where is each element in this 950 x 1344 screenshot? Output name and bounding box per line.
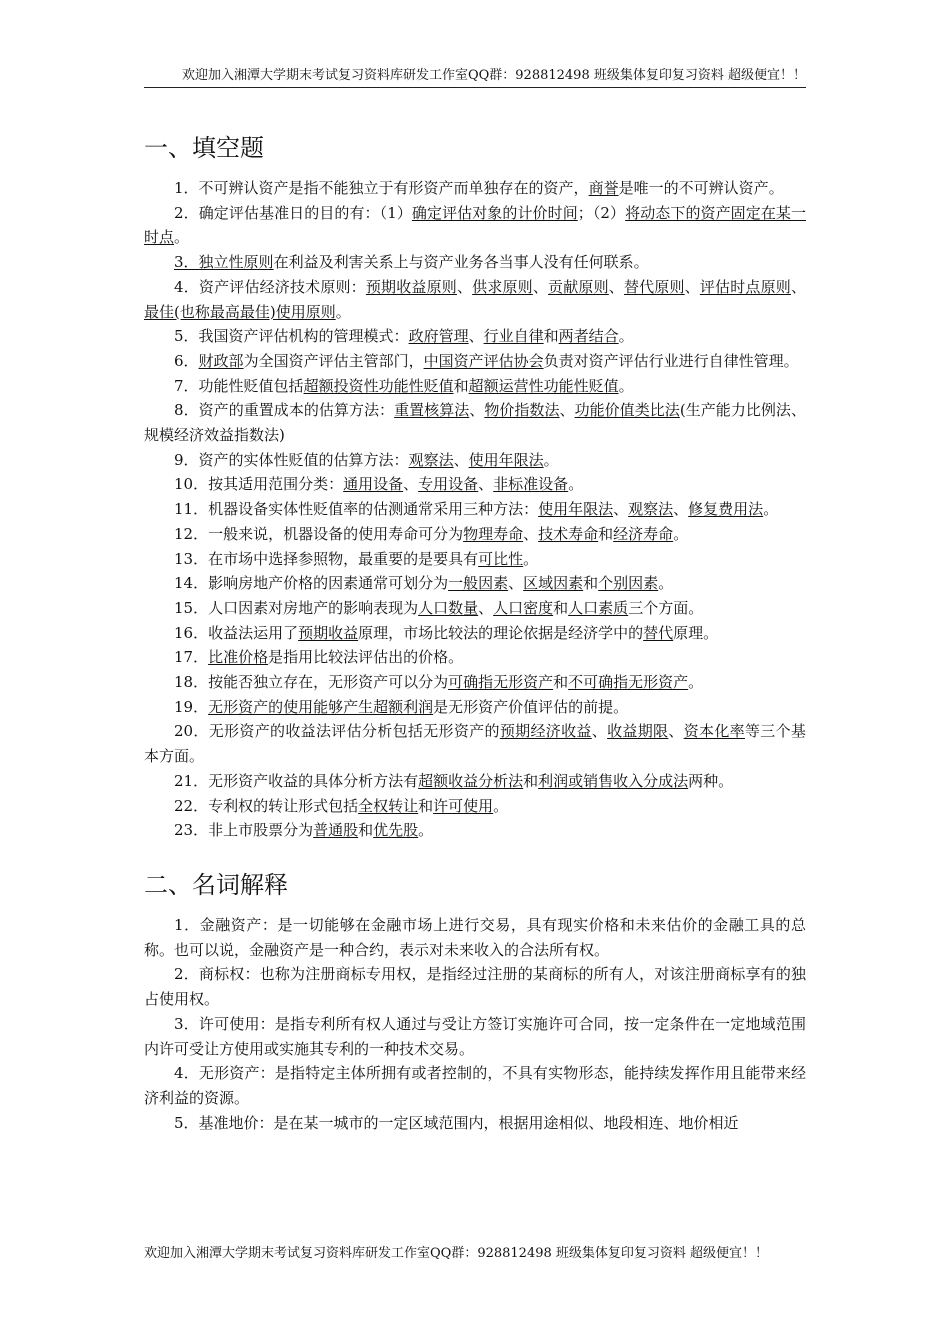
- answer-text: 替代: [643, 623, 674, 642]
- answer-text: 预期收益: [298, 623, 359, 642]
- list-item: [144, 571, 806, 596]
- answer-text: 物理寿命: [463, 524, 524, 543]
- item-text: 人口因素对房地产的影响表现为: [208, 598, 419, 617]
- answer-text: 人口密度: [493, 598, 554, 617]
- item-text: 。: [523, 549, 539, 568]
- item-text: 和: [418, 796, 434, 815]
- item-text: 原理。: [673, 623, 719, 642]
- item-text: 许可使用：是指专利所有权人通过与受让方签订实施许可合同，按一定条件在一定地域范围内许可受让方使用或实施其专利的一种技术交易。: [144, 1014, 807, 1058]
- item-text: 商标权：也称为注册商标专用权，是指经过注册的某商标的所有人，对该注册商标享有的独占使用权。: [144, 965, 807, 1009]
- item-text: (生产能力比例法、规模经济效益指数法): [144, 401, 806, 445]
- item-text: 、: [469, 401, 485, 420]
- item-text: 原理，市场比较法的理论依据是经济学中的: [358, 623, 644, 642]
- item-number: 5．: [174, 327, 199, 346]
- answer-text: 许可使用: [433, 796, 494, 815]
- item-number: 9．: [174, 450, 199, 469]
- item-number: 7．: [174, 376, 199, 395]
- list-item: [144, 324, 806, 349]
- list-item: [144, 818, 806, 843]
- item-text: 、: [523, 524, 539, 543]
- item-text: 功能性贬值包括: [198, 376, 304, 395]
- list-item: [144, 719, 806, 768]
- item-text: 。: [618, 327, 634, 346]
- item-text: 基准地价：是在某一城市的一定区域范围内，根据用途相似、地段相连、地价相近: [198, 1113, 739, 1132]
- answer-text: 一般因素: [448, 574, 509, 593]
- answer-text: 重置核算法: [394, 401, 470, 420]
- item-text: 、: [456, 277, 473, 296]
- answer-text: 预期经济收益: [499, 722, 592, 741]
- item-number: 11．: [174, 500, 209, 519]
- answer-text: 功能价值类比法: [574, 401, 680, 420]
- item-text: 、: [468, 327, 484, 346]
- answer-text: 可确指无形资产: [448, 673, 554, 692]
- item-text: 和: [453, 376, 469, 395]
- item-text: 两种。: [688, 771, 734, 790]
- answer-text: 将动态下的资产固定在某一时点: [144, 203, 806, 247]
- item-text: 。: [335, 302, 351, 321]
- answer-text: 利润或销售收入分成法: [538, 771, 689, 790]
- item-text: 。: [658, 574, 674, 593]
- answer-text: 两者结合: [558, 327, 619, 346]
- item-text: 和: [358, 821, 374, 840]
- item-text: 、: [508, 574, 524, 593]
- item-text: 和: [583, 574, 599, 593]
- fill-in-list: [144, 176, 806, 843]
- item-text: 无形资产：是指特定主体所拥有或者控制的，不具有实物形态，能持续发挥作用且能带来经济利益的资源。: [144, 1064, 807, 1107]
- answer-text: 专用设备: [418, 475, 479, 494]
- item-number: 4．: [174, 277, 199, 296]
- answer-text: 超额投资性功能性贬值: [303, 376, 454, 395]
- item-text: 。: [618, 376, 634, 395]
- item-text: 和: [543, 327, 559, 346]
- item-text: 金融资产：是一切能够在金融市场上进行交易，具有现实价格和未来估价的金融工具的总称。也可以说，金融资产是一种合约，表示对未来收入的合法所有权。: [144, 915, 806, 959]
- item-text: 。: [763, 500, 779, 519]
- answer-text: 无形资产的使用能够产生超额利润: [208, 697, 434, 716]
- item-text: 和: [523, 771, 539, 790]
- answer-text: 全权转让: [358, 796, 419, 815]
- item-text: 、: [790, 277, 806, 296]
- answer-text: 观察法: [628, 500, 674, 519]
- item-text: 收益法运用了: [208, 623, 299, 642]
- answer-text: 使用年限法: [468, 450, 544, 469]
- answer-text: 观察法: [408, 450, 454, 469]
- item-text: 是指用比较法评估出的价格。: [268, 648, 464, 667]
- list-item: [144, 201, 806, 250]
- item-number: 14．: [174, 574, 209, 593]
- answer-text: 非标准设备: [493, 475, 569, 494]
- answer-text: 技术寿命: [538, 524, 599, 543]
- answer-text: 个别因素: [598, 574, 659, 593]
- list-item: [144, 472, 806, 497]
- item-text: 、: [453, 450, 469, 469]
- item-text: 、: [478, 598, 494, 617]
- section-title-fill-in: 一、填空题: [144, 134, 264, 162]
- list-item: [144, 1061, 806, 1110]
- answer-text: 评估时点原则: [699, 277, 791, 296]
- item-text: 、: [608, 277, 624, 296]
- item-text: 按能否独立存在，无形资产可以分为: [208, 673, 449, 692]
- item-text: 非上市股票分为: [208, 821, 314, 840]
- answer-text: 预期收益原则: [365, 277, 457, 296]
- list-item: [144, 621, 806, 646]
- answer-text: 经济寿命: [613, 524, 674, 543]
- answer-text: 行业自律: [483, 327, 544, 346]
- answer-text: 区域因素: [523, 574, 584, 593]
- item-text: 、: [559, 401, 575, 420]
- item-text: 无形资产收益的具体分析方法有: [208, 771, 419, 790]
- item-text: 是唯一的不可辨认资产。: [618, 179, 784, 197]
- answer-text: 供求原则: [472, 277, 533, 296]
- answer-text: 最佳(也称最高最佳)使用原则: [144, 302, 336, 321]
- answer-text: 政府管理: [408, 327, 469, 346]
- item-text: 、: [613, 500, 629, 519]
- item-number: 13．: [174, 549, 209, 568]
- item-text: 三个方面。: [628, 598, 704, 617]
- list-item: [144, 374, 806, 399]
- answer-text: 比准价格: [208, 648, 269, 667]
- item-text: 。: [174, 228, 190, 247]
- list-item: [144, 1111, 806, 1136]
- item-text: 资产的重置成本的估算方法：: [198, 401, 395, 420]
- answer-text: 人口素质: [568, 598, 629, 617]
- list-item: [144, 398, 806, 447]
- item-number: 5．: [174, 1113, 199, 1132]
- item-text: 资产评估经济技术原则：: [198, 277, 366, 296]
- list-item: [144, 547, 806, 572]
- item-text: 。: [493, 796, 509, 815]
- item-text: 影响房地产价格的因素通常可划分为: [208, 574, 449, 593]
- item-number: 16．: [174, 623, 209, 642]
- list-item: [144, 695, 806, 720]
- item-text: 机器设备实体性贬值率的估测通常采用三种方法：: [208, 500, 539, 519]
- item-text: 。: [568, 475, 584, 494]
- item-text: 、: [591, 722, 608, 741]
- item-number: 6．: [174, 351, 199, 370]
- item-text: 和: [553, 598, 569, 617]
- answer-text: 商誉: [588, 179, 619, 197]
- item-number: 15．: [174, 598, 209, 617]
- item-number: 2．: [174, 965, 199, 984]
- item-text: 。: [543, 450, 559, 469]
- answer-text: 替代原则: [623, 277, 685, 296]
- item-text: 一般来说，机器设备的使用寿命可分为: [208, 524, 464, 543]
- item-number: 12．: [174, 524, 209, 543]
- answer-text: 可比性: [478, 549, 524, 568]
- answer-text: 物价指数法: [484, 401, 560, 420]
- answer-text: 通用设备: [343, 475, 404, 494]
- item-text: 。: [418, 821, 434, 840]
- list-item: [144, 448, 806, 473]
- answer-text: 不可确指无形资产: [568, 673, 689, 692]
- list-item: [144, 645, 806, 670]
- answer-text: 资本化率: [683, 722, 745, 741]
- answer-text: 优先股: [373, 821, 419, 840]
- answer-text: 收益期限: [607, 722, 669, 741]
- definitions-list: [144, 913, 806, 1135]
- list-item: [144, 769, 806, 794]
- item-text: 在利益及利害关系上与资产业务各当事人没有任何联系。: [273, 253, 649, 272]
- item-text: ；（2）: [577, 203, 626, 222]
- answer-text: 超额运营性功能性贬值: [468, 376, 619, 395]
- item-text: 我国资产评估机构的管理模式：: [198, 327, 409, 346]
- item-number: 19．: [174, 697, 209, 716]
- item-number: 3．: [174, 253, 199, 272]
- item-number: 2．: [174, 203, 199, 222]
- item-text: 专利权的转让形式包括: [208, 796, 359, 815]
- item-number: 4．: [174, 1064, 199, 1083]
- item-number: 10．: [174, 475, 209, 494]
- item-number: 3．: [174, 1014, 199, 1033]
- item-text: 。: [673, 524, 689, 543]
- item-text: 、: [668, 722, 684, 741]
- list-item: [144, 670, 806, 695]
- page-footer: 欢迎加入湘潭大学期末考试复习资料库研发工作室QQ群：928812498 班级集体复印复习资料 超级便宜！！: [144, 1246, 769, 1261]
- item-text: 。: [688, 673, 704, 692]
- answer-text: 独立性原则: [198, 253, 274, 272]
- item-text: 负责对资产评估行业进行自律性管理。: [543, 351, 799, 370]
- list-item: [144, 349, 806, 374]
- item-text: 、: [532, 277, 549, 296]
- section-title-definitions: 二、名词解释: [144, 870, 288, 899]
- item-text: 、: [478, 475, 494, 494]
- list-item: [144, 913, 806, 962]
- item-number: 20．: [174, 722, 209, 741]
- item-number: 18．: [174, 673, 209, 692]
- item-number: 17．: [174, 648, 209, 667]
- item-text: 、: [684, 277, 700, 296]
- item-text: 资产的实体性贬值的估算方法：: [198, 450, 409, 469]
- list-item: [144, 176, 806, 201]
- item-text: 无形资产的收益法评估分析包括无形资产的: [208, 722, 500, 741]
- item-number: 22．: [174, 796, 209, 815]
- answer-text: 超额收益分析法: [418, 771, 524, 790]
- answer-text: 贡献原则: [548, 277, 609, 296]
- item-text: 、: [403, 475, 419, 494]
- list-item: [144, 522, 806, 547]
- list-item: [144, 250, 806, 275]
- item-text: 是无形资产价值评估的前提。: [433, 697, 629, 716]
- item-text: 和: [553, 673, 569, 692]
- item-number: 1．: [174, 179, 199, 197]
- answer-text: 修复费用法: [688, 500, 764, 519]
- answer-text: 中国资产评估协会: [423, 351, 544, 370]
- item-text: 按其适用范围分类：: [208, 475, 344, 494]
- item-number: 1．: [174, 915, 200, 934]
- item-number: 21．: [174, 771, 209, 790]
- item-text: 为全国资产评估主管部门，: [243, 351, 424, 370]
- item-text: 不可辨认资产是指不能独立于有形资产而单独存在的资产，: [198, 179, 589, 197]
- answer-text: 使用年限法: [538, 500, 614, 519]
- list-item: [144, 1012, 806, 1061]
- answer-text: 确定评估对象的计价时间: [411, 203, 578, 222]
- list-item: [144, 596, 806, 621]
- item-text: 、: [673, 500, 689, 519]
- document-body: [144, 128, 806, 1135]
- list-item: [144, 962, 806, 1011]
- item-text: 等三个基本方面。: [144, 722, 806, 766]
- page-header: 欢迎加入湘潭大学期末考试复习资料库研发工作室QQ群：928812498 班级集体复印复习资料 超级便宜！！: [144, 66, 806, 88]
- answer-text: 人口数量: [418, 598, 479, 617]
- list-item: [144, 497, 806, 522]
- list-item: [144, 794, 806, 819]
- item-number: 8．: [174, 401, 199, 420]
- answer-text: 普通股: [313, 821, 359, 840]
- answer-text: 财政部: [198, 351, 244, 370]
- list-item: [144, 275, 806, 324]
- item-text: 在市场中选择参照物，最重要的是要具有: [208, 549, 479, 568]
- item-number: 23．: [174, 821, 209, 840]
- item-text: 和: [598, 524, 614, 543]
- item-text: 确定评估基准日的目的有：（1）: [198, 203, 412, 222]
